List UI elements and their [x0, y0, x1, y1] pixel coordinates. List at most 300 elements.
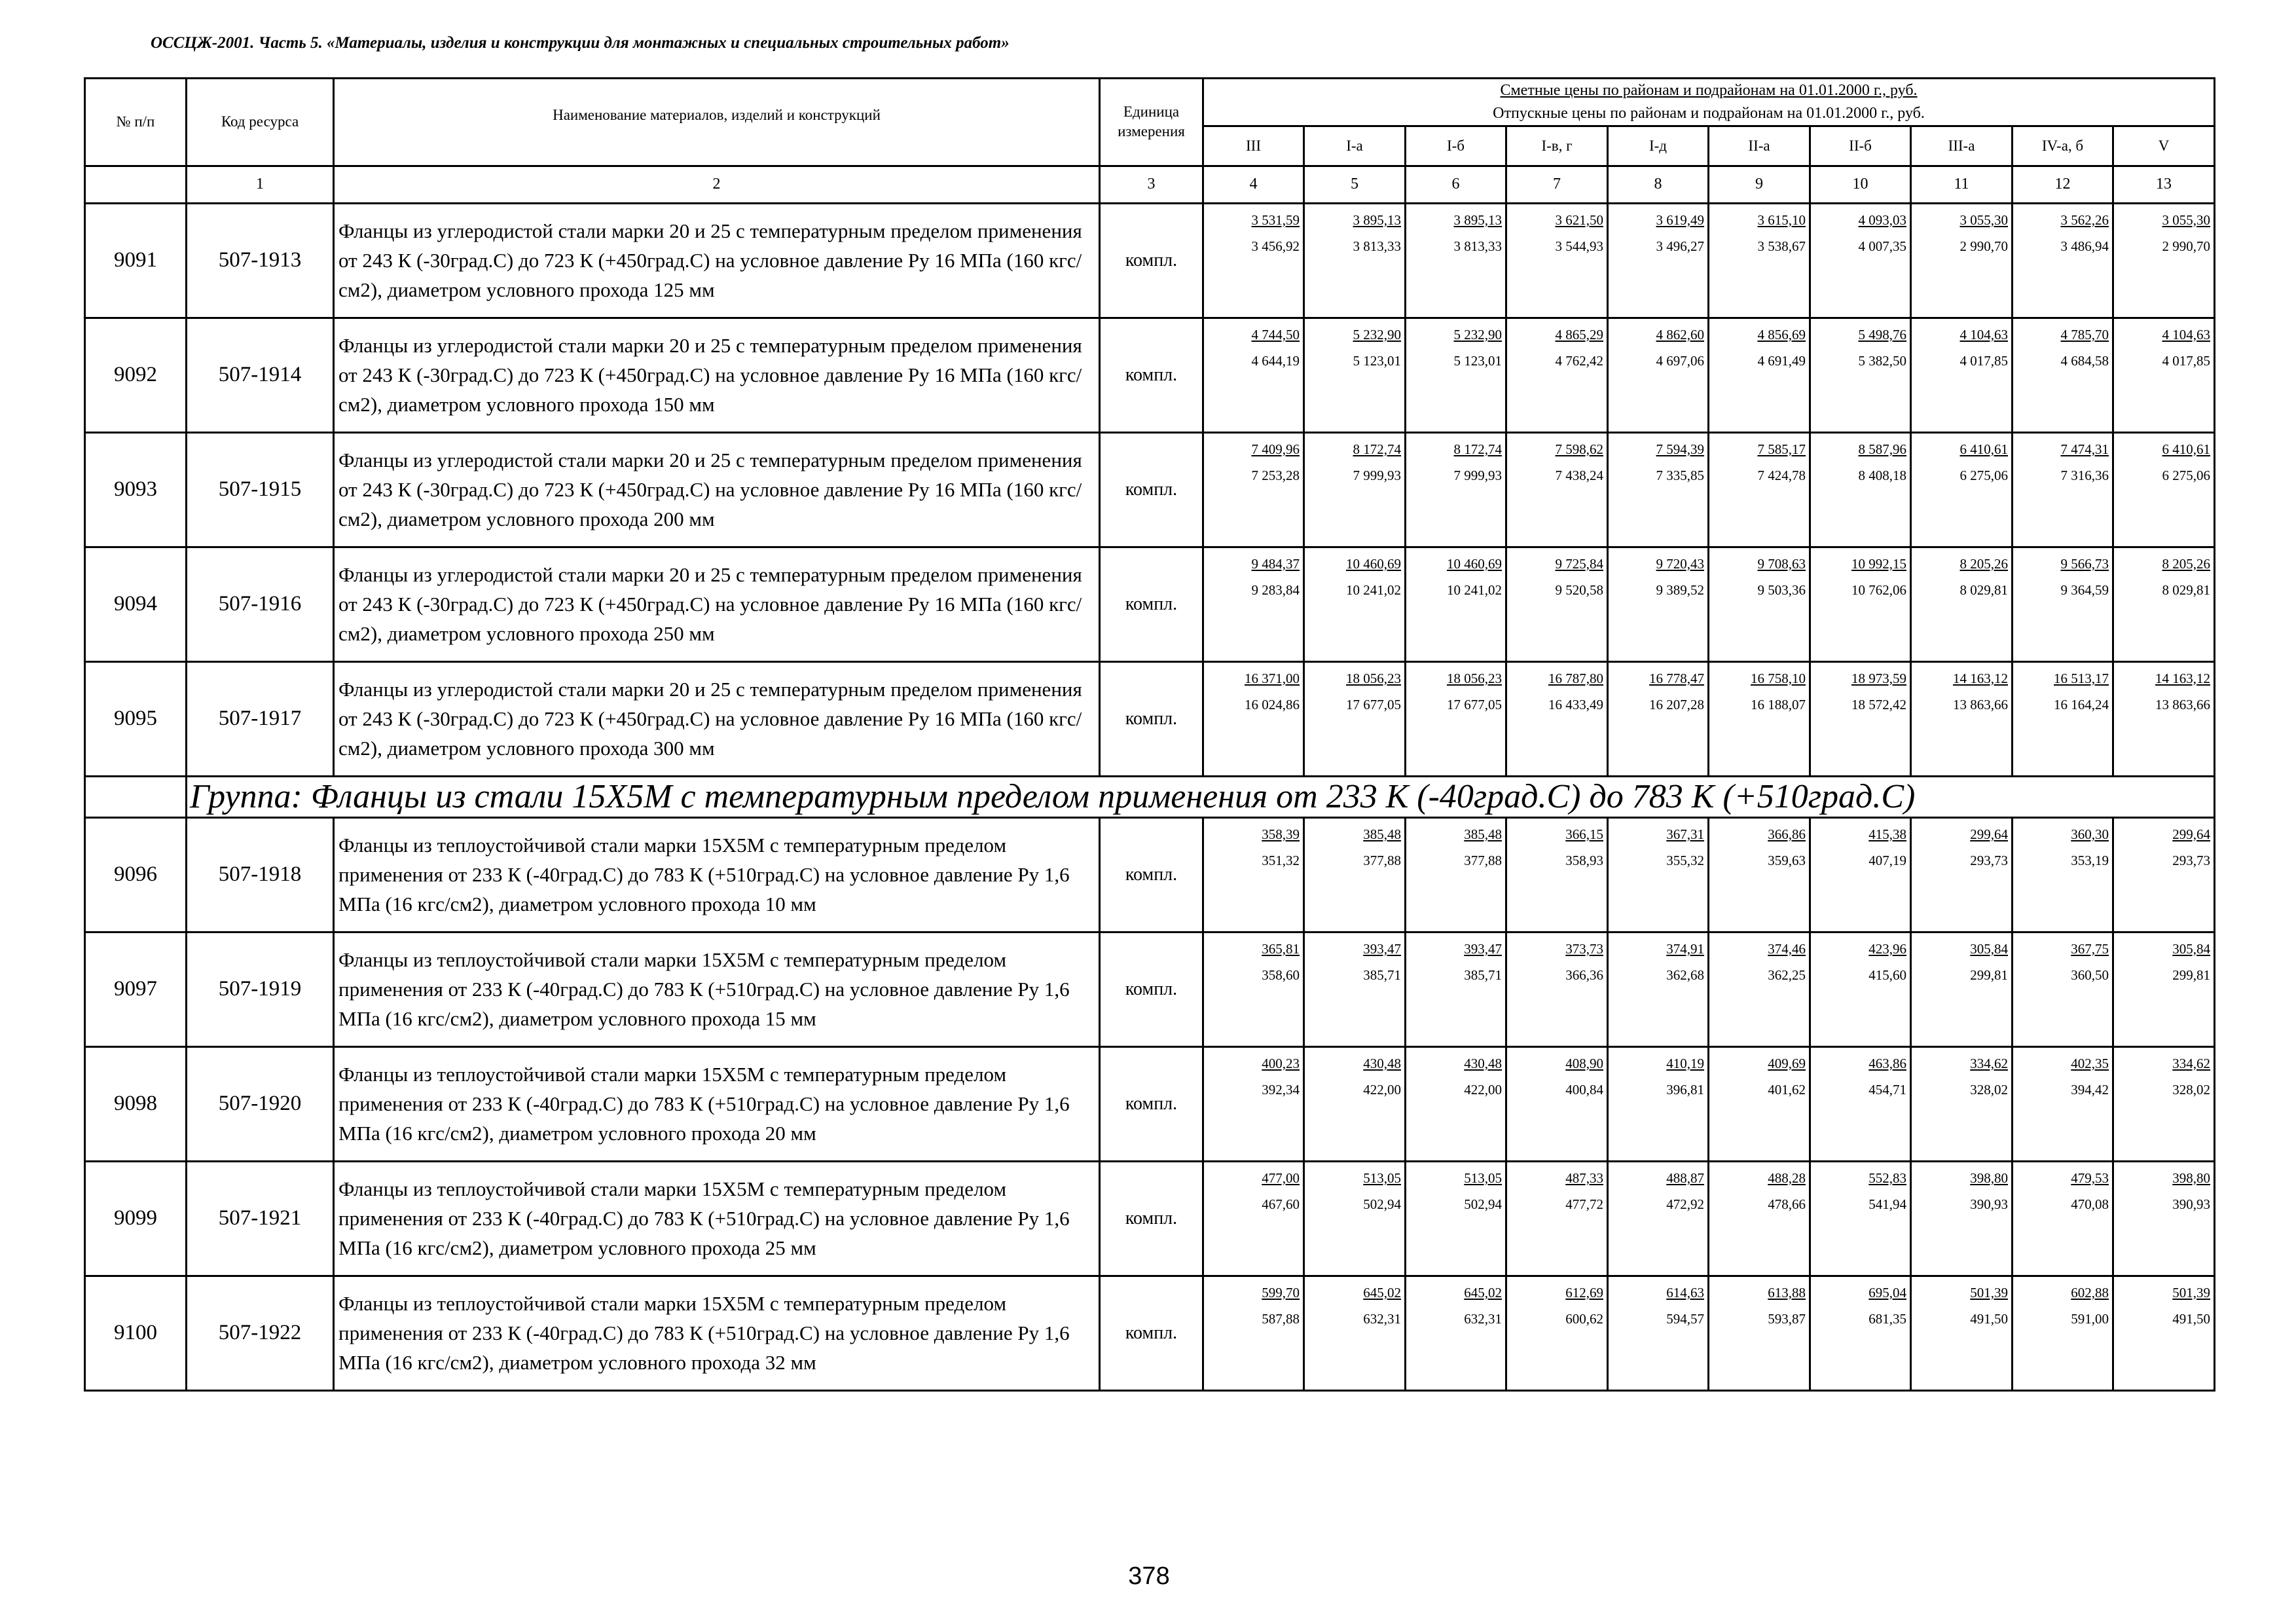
price-cell: [1304, 817, 1406, 932]
price-cell: [2113, 432, 2215, 547]
estimate-price: 488,87: [1666, 1170, 1704, 1186]
column-number: 2: [334, 166, 1100, 203]
price-cell: [2113, 932, 2215, 1046]
release-price: 491,50: [1970, 1310, 2008, 1327]
release-price: 385,71: [1363, 967, 1401, 983]
estimate-price: 5 232,90: [1453, 326, 1502, 342]
release-price: 7 253,28: [1251, 467, 1300, 483]
item-name: Фланцы из теплоустойчивой стали марки 15Х5М с температурным пределом применения от 233 К (-40град.С) до 783 К (+510град.С) на условное давление Ру 1,6 МПа (16 кгс/см2), диаметром условного прохода 10 мм: [334, 817, 1100, 932]
price-cell: [2113, 1161, 2215, 1276]
release-price: 541,94: [1868, 1196, 1906, 1212]
estimate-price: 358,39: [1262, 826, 1300, 842]
resource-code: 507-1917: [187, 661, 334, 776]
release-price: 16 433,49: [1548, 696, 1603, 712]
price-cell: [2113, 203, 2215, 318]
item-name: Фланцы из углеродистой стали марки 20 и 25 с температурным пределом применения от 243 К (-30град.С) до 723 К (+450град.С) на условное давление Ру 16 МПа (160 кгс/см2), диаметром условного прохода 150 мм: [334, 318, 1100, 432]
release-price: 8 029,81: [2162, 581, 2211, 598]
estimate-price: 6 410,61: [2162, 441, 2211, 457]
resource-code: 507-1914: [187, 318, 334, 432]
item-name: Фланцы из углеродистой стали марки 20 и 25 с температурным пределом применения от 243 К (-30град.С) до 723 К (+450град.С) на условное давление Ру 16 МПа (160 кгс/см2), диаметром условного прохода 250 мм: [334, 547, 1100, 661]
price-cell: [2013, 1046, 2113, 1161]
estimate-price: 3 615,10: [1757, 212, 1806, 228]
release-price: 478,66: [1768, 1196, 1806, 1212]
price-cell: [2113, 1046, 2215, 1161]
price-cell: [1911, 1161, 2013, 1276]
resource-code: 507-1921: [187, 1161, 334, 1276]
estimate-price: 9 708,63: [1757, 555, 1806, 572]
release-price: 328,02: [1970, 1081, 2008, 1098]
price-cell: [1203, 203, 1304, 318]
estimate-price: 360,30: [2071, 826, 2109, 842]
price-cell: [1304, 1161, 1406, 1276]
page-number: 378: [1128, 1562, 1170, 1590]
table-row: [85, 432, 2215, 547]
estimate-price: 3 562,26: [2060, 212, 2109, 228]
col-header-code: Код ресурса: [187, 79, 334, 166]
row-number: 9100: [85, 1276, 187, 1390]
estimate-price: 18 973,59: [1851, 670, 1906, 686]
release-price: 4 007,35: [1858, 238, 1906, 254]
price-cell: [1304, 547, 1406, 661]
release-price: 5 123,01: [1453, 352, 1502, 369]
estimate-price: 10 460,69: [1447, 555, 1502, 572]
release-price: 9 503,36: [1757, 581, 1806, 598]
row-number: 9096: [85, 817, 187, 932]
price-cell: [1911, 661, 2013, 776]
estimate-price: 9 720,43: [1656, 555, 1704, 572]
resource-code: 507-1919: [187, 932, 334, 1046]
price-cell: [2013, 1161, 2113, 1276]
release-price: 5 123,01: [1353, 352, 1401, 369]
price-cell: [2013, 547, 2113, 661]
resource-code: 507-1915: [187, 432, 334, 547]
price-cell: [1911, 318, 2013, 432]
release-price: 401,62: [1768, 1081, 1806, 1098]
estimate-price: 8 205,26: [2162, 555, 2211, 572]
price-cell: [1911, 547, 2013, 661]
price-cell: [1406, 547, 1506, 661]
item-name: Фланцы из теплоустойчивой стали марки 15Х5М с температурным пределом применения от 233 К (-40град.С) до 783 К (+510град.С) на условное давление Ру 1,6 МПа (16 кгс/см2), диаметром условного прохода 25 мм: [334, 1161, 1100, 1276]
price-cell: [1608, 661, 1709, 776]
price-cell: [1911, 203, 2013, 318]
column-number: 1: [187, 166, 334, 203]
price-cell: [2013, 932, 2113, 1046]
release-price: 9 364,59: [2060, 581, 2109, 598]
region-header: I-б: [1406, 126, 1506, 166]
estimate-price: 10 460,69: [1346, 555, 1401, 572]
estimate-price: 3 895,13: [1353, 212, 1401, 228]
price-cell: [1406, 817, 1506, 932]
price-cell: [1709, 661, 1810, 776]
price-cell: [1709, 203, 1810, 318]
column-number: 12: [2013, 166, 2113, 203]
price-cell: [1810, 932, 1911, 1046]
release-price: 7 424,78: [1757, 467, 1806, 483]
release-price: 17 677,05: [1447, 696, 1502, 712]
estimate-price: 305,84: [2172, 940, 2211, 957]
release-price: 587,88: [1262, 1310, 1300, 1327]
estimate-price: 14 163,12: [1953, 670, 2008, 686]
release-price: 3 813,33: [1453, 238, 1502, 254]
release-price: 3 538,67: [1757, 238, 1806, 254]
unit: компл.: [1100, 932, 1203, 1046]
release-price: 362,25: [1768, 967, 1806, 983]
release-price: 4 697,06: [1656, 352, 1704, 369]
release-price: 7 316,36: [2060, 467, 2109, 483]
estimate-price: 423,96: [1868, 940, 1906, 957]
estimate-price: 10 992,15: [1851, 555, 1906, 572]
estimate-price: 4 785,70: [2060, 326, 2109, 342]
release-price: 594,57: [1666, 1310, 1704, 1327]
price-cell: [1406, 932, 1506, 1046]
price-cell: [1506, 203, 1608, 318]
release-price: 467,60: [1262, 1196, 1300, 1212]
price-cell: [1406, 1276, 1506, 1390]
price-cell: [1304, 1276, 1406, 1390]
estimate-price: 16 513,17: [2054, 670, 2109, 686]
document-header: ОССЦЖ-2001. Часть 5. «Материалы, изделия и конструкции для монтажных и специальных строительных работ»: [151, 34, 1010, 52]
release-price: 299,81: [1970, 967, 2008, 983]
price-cell: [2113, 318, 2215, 432]
table-row: [85, 661, 2215, 776]
release-price: 3 496,27: [1656, 238, 1704, 254]
price-cell: [2013, 1276, 2113, 1390]
price-cell: [1911, 432, 2013, 547]
estimate-price: 479,53: [2071, 1170, 2109, 1186]
column-number-row: [85, 166, 2215, 203]
release-price: 358,60: [1262, 967, 1300, 983]
price-cell: [1608, 1046, 1709, 1161]
price-cell: [1203, 318, 1304, 432]
price-cell: [1304, 203, 1406, 318]
price-cell: [1203, 661, 1304, 776]
estimate-price: 4 744,50: [1251, 326, 1300, 342]
price-cell: [1203, 932, 1304, 1046]
column-number: 9: [1709, 166, 1810, 203]
estimate-price: 552,83: [1868, 1170, 1906, 1186]
release-price: 16 024,86: [1245, 696, 1300, 712]
price-cell: [1506, 1161, 1608, 1276]
estimate-price: 4 856,69: [1757, 326, 1806, 342]
estimate-price: 5 232,90: [1353, 326, 1401, 342]
price-cell: [1608, 817, 1709, 932]
estimate-price: 398,80: [1970, 1170, 2008, 1186]
estimate-price: 398,80: [2172, 1170, 2211, 1186]
price-cell: [1608, 547, 1709, 661]
col-header-num: № п/п: [85, 79, 187, 166]
resource-code: 507-1916: [187, 547, 334, 661]
price-cell: [1203, 817, 1304, 932]
table-row: [85, 318, 2215, 432]
release-price: 415,60: [1868, 967, 1906, 983]
estimate-price: 18 056,23: [1447, 670, 1502, 686]
release-price: 600,62: [1565, 1310, 1603, 1327]
price-cell: [1810, 203, 1911, 318]
estimate-price: 334,62: [2172, 1055, 2211, 1071]
price-cell: [1506, 318, 1608, 432]
release-price: 396,81: [1666, 1081, 1704, 1098]
release-price: 377,88: [1363, 852, 1401, 868]
estimate-price: 477,00: [1262, 1170, 1300, 1186]
release-price: 472,92: [1666, 1196, 1704, 1212]
price-cell: [1406, 432, 1506, 547]
release-price: 407,19: [1868, 852, 1906, 868]
release-price: 18 572,42: [1851, 696, 1906, 712]
unit: компл.: [1100, 318, 1203, 432]
estimate-price: 487,33: [1565, 1170, 1603, 1186]
release-price: 491,50: [2172, 1310, 2211, 1327]
price-cell: [1506, 661, 1608, 776]
table-row: [85, 1046, 2215, 1161]
estimate-price: 3 531,59: [1251, 212, 1300, 228]
row-number: 9098: [85, 1046, 187, 1161]
column-number: 3: [1100, 166, 1203, 203]
release-price: 390,93: [1970, 1196, 2008, 1212]
column-number: 5: [1304, 166, 1406, 203]
group-empty-cell: [85, 776, 187, 817]
price-cell: [2113, 817, 2215, 932]
estimate-price: 409,69: [1768, 1055, 1806, 1071]
estimate-price: 4 093,03: [1858, 212, 1906, 228]
release-price: 16 207,28: [1649, 696, 1704, 712]
price-cell: [2013, 432, 2113, 547]
price-cell: [1911, 1276, 2013, 1390]
estimate-price: 4 862,60: [1656, 326, 1704, 342]
estimate-price: 367,31: [1666, 826, 1704, 842]
unit: компл.: [1100, 1276, 1203, 1390]
resource-code: 507-1913: [187, 203, 334, 318]
release-price: 3 486,94: [2060, 238, 2109, 254]
price-cell: [1203, 1276, 1304, 1390]
estimate-price: 334,62: [1970, 1055, 2008, 1071]
estimate-price: 366,86: [1768, 826, 1806, 842]
release-price: 454,71: [1868, 1081, 1906, 1098]
estimate-price: 7 474,31: [2060, 441, 2109, 457]
item-name: Фланцы из углеродистой стали марки 20 и 25 с температурным пределом применения от 243 К (-30град.С) до 723 К (+450град.С) на условное давление Ру 16 МПа (160 кгс/см2), диаметром условного прохода 300 мм: [334, 661, 1100, 776]
unit: компл.: [1100, 661, 1203, 776]
release-price: 293,73: [2172, 852, 2211, 868]
estimate-price: 7 585,17: [1757, 441, 1806, 457]
price-cell: [1810, 1046, 1911, 1161]
resource-code: 507-1920: [187, 1046, 334, 1161]
release-price: 400,84: [1565, 1081, 1603, 1098]
unit: компл.: [1100, 817, 1203, 932]
price-cell: [1203, 432, 1304, 547]
row-number: 9094: [85, 547, 187, 661]
release-price: 4 762,42: [1555, 352, 1603, 369]
price-table: [84, 77, 2215, 1392]
price-cell: [1911, 1046, 2013, 1161]
release-price: 358,93: [1565, 852, 1603, 868]
estimate-price: 4 104,63: [2162, 326, 2211, 342]
estimate-price: 299,64: [1970, 826, 2008, 842]
estimate-price: 9 566,73: [2060, 555, 2109, 572]
price-cell: [1406, 203, 1506, 318]
release-price: 390,93: [2172, 1196, 2211, 1212]
table-row: [85, 1276, 2215, 1390]
release-price: 328,02: [2172, 1081, 2211, 1098]
column-number: 13: [2113, 166, 2215, 203]
price-cell: [1608, 932, 1709, 1046]
price-cell: [1304, 432, 1406, 547]
release-price: 16 164,24: [2054, 696, 2109, 712]
table-row: [85, 817, 2215, 932]
release-price: 9 389,52: [1656, 581, 1704, 598]
estimate-price: 7 598,62: [1555, 441, 1603, 457]
price-title-release: Отпускные цены по районам и подрайонам на 01.01.2000 г., руб.: [1493, 104, 1925, 122]
estimate-price: 8 587,96: [1858, 441, 1906, 457]
release-price: 6 275,06: [2162, 467, 2211, 483]
estimate-price: 695,04: [1868, 1284, 1906, 1301]
release-price: 470,08: [2071, 1196, 2109, 1212]
table-row: [85, 1161, 2215, 1276]
release-price: 377,88: [1464, 852, 1502, 868]
price-cell: [1203, 547, 1304, 661]
release-price: 7 999,93: [1453, 467, 1502, 483]
col-header-unit: Единица измерения: [1100, 79, 1203, 166]
release-price: 7 999,93: [1353, 467, 1401, 483]
estimate-price: 9 484,37: [1251, 555, 1300, 572]
estimate-price: 16 778,47: [1649, 670, 1704, 686]
release-price: 355,32: [1666, 852, 1704, 868]
estimate-price: 501,39: [1970, 1284, 2008, 1301]
unit: компл.: [1100, 432, 1203, 547]
price-cell: [1709, 432, 1810, 547]
price-cell: [1810, 817, 1911, 932]
estimate-price: 415,38: [1868, 826, 1906, 842]
release-price: 13 863,66: [1953, 696, 2008, 712]
release-price: 591,00: [2071, 1310, 2109, 1327]
release-price: 366,36: [1565, 967, 1603, 983]
estimate-price: 513,05: [1363, 1170, 1401, 1186]
col-header-name: Наименование материалов, изделий и конструкций: [334, 79, 1100, 166]
price-cell: [2113, 1276, 2215, 1390]
group-row: [85, 776, 2215, 817]
estimate-price: 501,39: [2172, 1284, 2211, 1301]
estimate-price: 7 409,96: [1251, 441, 1300, 457]
price-cell: [1406, 1046, 1506, 1161]
price-cell: [1304, 1046, 1406, 1161]
release-price: 299,81: [2172, 967, 2211, 983]
region-header: I-в, г: [1506, 126, 1608, 166]
price-cell: [1709, 318, 1810, 432]
price-cell: [1608, 432, 1709, 547]
price-cell: [1608, 1161, 1709, 1276]
release-price: 293,73: [1970, 852, 2008, 868]
region-header: V: [2113, 126, 2215, 166]
price-cell: [1810, 318, 1911, 432]
price-cell: [1608, 318, 1709, 432]
price-cell: [1203, 1046, 1304, 1161]
price-cell: [1304, 661, 1406, 776]
table-row: [85, 932, 2215, 1046]
release-price: 7 335,85: [1656, 467, 1704, 483]
release-price: 10 241,02: [1447, 581, 1502, 598]
region-header: I-а: [1304, 126, 1406, 166]
region-header: I-д: [1608, 126, 1709, 166]
release-price: 8 029,81: [1959, 581, 2008, 598]
release-price: 9 520,58: [1555, 581, 1603, 598]
unit: компл.: [1100, 1046, 1203, 1161]
estimate-price: 374,91: [1666, 940, 1704, 957]
release-price: 9 283,84: [1251, 581, 1300, 598]
estimate-price: 599,70: [1262, 1284, 1300, 1301]
release-price: 502,94: [1464, 1196, 1502, 1212]
estimate-price: 8 205,26: [1959, 555, 2008, 572]
estimate-price: 488,28: [1768, 1170, 1806, 1186]
estimate-price: 613,88: [1768, 1284, 1806, 1301]
release-price: 422,00: [1464, 1081, 1502, 1098]
unit: компл.: [1100, 203, 1203, 318]
price-cell: [1506, 1276, 1608, 1390]
column-number: 6: [1406, 166, 1506, 203]
estimate-price: 8 172,74: [1453, 441, 1502, 457]
release-price: 8 408,18: [1858, 467, 1906, 483]
item-name: Фланцы из теплоустойчивой стали марки 15Х5М с температурным пределом применения от 233 К (-40град.С) до 783 К (+510град.С) на условное давление Ру 1,6 МПа (16 кгс/см2), диаметром условного прохода 20 мм: [334, 1046, 1100, 1161]
price-cell: [1304, 318, 1406, 432]
region-header: II-а: [1709, 126, 1810, 166]
item-name: Фланцы из углеродистой стали марки 20 и 25 с температурным пределом применения от 243 К (-30град.С) до 723 К (+450град.С) на условное давление Ру 16 МПа (160 кгс/см2), диаметром условного прохода 125 мм: [334, 203, 1100, 318]
column-number: 7: [1506, 166, 1608, 203]
estimate-price: 393,47: [1363, 940, 1401, 957]
region-header: II-б: [1810, 126, 1911, 166]
price-cell: [1406, 1161, 1506, 1276]
estimate-price: 16 787,80: [1548, 670, 1603, 686]
estimate-price: 16 371,00: [1245, 670, 1300, 686]
price-cell: [1304, 932, 1406, 1046]
release-price: 4 691,49: [1757, 352, 1806, 369]
release-price: 502,94: [1363, 1196, 1401, 1212]
price-cell: [1810, 661, 1911, 776]
release-price: 681,35: [1868, 1310, 1906, 1327]
unit: компл.: [1100, 1161, 1203, 1276]
price-cell: [1810, 432, 1911, 547]
row-number: 9092: [85, 318, 187, 432]
price-cell: [1406, 318, 1506, 432]
table-row: [85, 203, 2215, 318]
release-price: 4 644,19: [1251, 352, 1300, 369]
price-title-estimate: Сметные цены по районам и подрайонам на 01.01.2000 г., руб.: [1500, 82, 1918, 99]
item-name: Фланцы из углеродистой стали марки 20 и 25 с температурным пределом применения от 243 К (-30град.С) до 723 К (+450град.С) на условное давление Ру 16 МПа (160 кгс/см2), диаметром условного прохода 200 мм: [334, 432, 1100, 547]
release-price: 4 017,85: [1959, 352, 2008, 369]
estimate-price: 5 498,76: [1858, 326, 1906, 342]
estimate-price: 408,90: [1565, 1055, 1603, 1071]
release-price: 7 438,24: [1555, 467, 1603, 483]
estimate-price: 463,86: [1868, 1055, 1906, 1071]
estimate-price: 305,84: [1970, 940, 2008, 957]
column-number: 8: [1608, 166, 1709, 203]
estimate-price: 365,81: [1262, 940, 1300, 957]
release-price: 3 813,33: [1353, 238, 1401, 254]
item-name: Фланцы из теплоустойчивой стали марки 15Х5М с температурным пределом применения от 233 К (-40град.С) до 783 К (+510град.С) на условное давление Ру 1,6 МПа (16 кгс/см2), диаметром условного прохода 15 мм: [334, 932, 1100, 1046]
estimate-price: 6 410,61: [1959, 441, 2008, 457]
estimate-price: 430,48: [1363, 1055, 1401, 1071]
release-price: 422,00: [1363, 1081, 1401, 1098]
release-price: 17 677,05: [1346, 696, 1401, 712]
price-cell: [1911, 932, 2013, 1046]
resource-code: 507-1922: [187, 1276, 334, 1390]
col-header-prices: [1203, 79, 2215, 126]
price-cell: [1810, 547, 1911, 661]
estimate-price: 18 056,23: [1346, 670, 1401, 686]
price-cell: [1911, 817, 2013, 932]
release-price: 392,34: [1262, 1081, 1300, 1098]
estimate-price: 9 725,84: [1555, 555, 1603, 572]
estimate-price: 513,05: [1464, 1170, 1502, 1186]
column-number: 4: [1203, 166, 1304, 203]
estimate-price: 367,75: [2071, 940, 2109, 957]
estimate-price: 385,48: [1363, 826, 1401, 842]
